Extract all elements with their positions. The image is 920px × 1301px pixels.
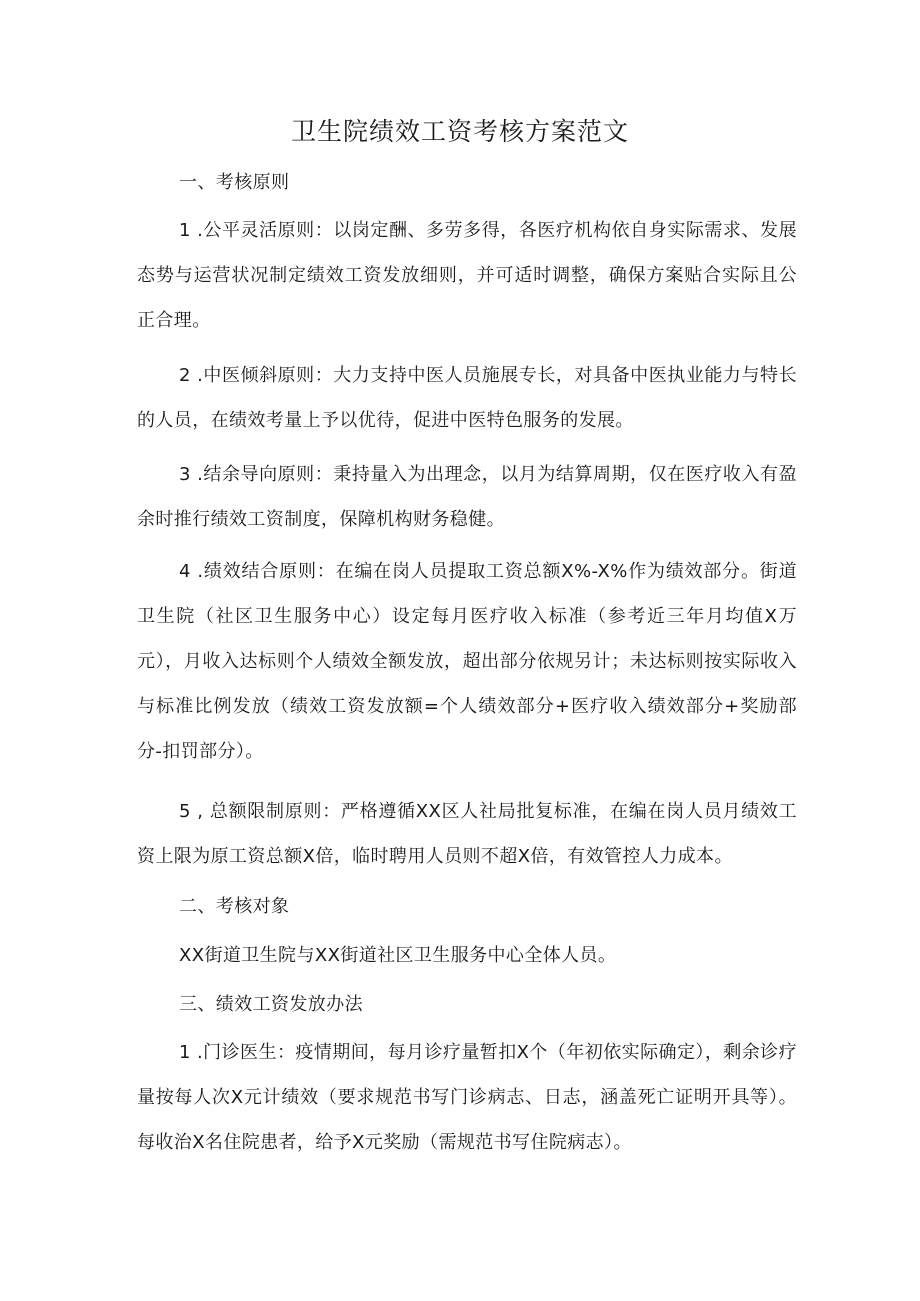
section-heading-targets: 二、考核对象 xyxy=(179,896,290,917)
paragraph-payment-1: 1 .门诊医生：疫情期间，每月诊疗量暂扣X个（年初依实际确定），剩余诊疗量按每人次X元计绩效（要求规范书写门诊病志、日志，涵盖死亡证明开具等）。每收治X名住院患者，给予X元奖励（需规范书写住院病志）。 xyxy=(137,1042,797,1153)
paragraph-principle-3: 3 .结余导向原则：秉持量入为出理念，以月为结算周期，仅在医疗收入有盈余时推行绩效工资制度，保障机构财务稳健。 xyxy=(137,464,797,530)
paragraph-targets: XX街道卫生院与XX街道社区卫生服务中心全体人员。 xyxy=(179,945,617,966)
paragraph-principle-5: 5 , 总额限制原则：严格遵循XX区人社局批复标准，在编在岗人员月绩效工资上限为原工资总额X倍，临时聘用人员则不超X倍，有效管控人力成本。 xyxy=(137,801,797,867)
document-title: 卫生院绩效工资考核方案范文 xyxy=(290,117,629,146)
paragraph-principle-2: 2 .中医倾斜原则：大力支持中医人员施展专长，对具备中医执业能力与特长的人员，在绩效考量上予以优待，促进中医特色服务的发展。 xyxy=(137,365,797,431)
section-heading-payment: 三、绩效工资发放办法 xyxy=(179,994,363,1015)
paragraph-principle-1: 1 .公平灵活原则：以岗定酬、多劳多得，各医疗机构依自身实际需求、发展态势与运营状况制定绩效工资发放细则，并可适时调整，确保方案贴合实际且公正合理。 xyxy=(137,220,797,331)
paragraph-principle-4: 4 .绩效结合原则：在编在岗人员提取工资总额X%-X%作为绩效部分。街道卫生院（社区卫生服务中心）设定每月医疗收入标准（参考近三年月均值X万元），月收入达标则个人绩效全额发放，超出部分依规另计；未达标则按实际收入与标准比例发放（绩效工资发放额=个人绩效部分+医疗收入绩效部分+奖励部分-扣罚部分）。 xyxy=(137,561,797,762)
section-heading-principles: 一、考核原则 xyxy=(179,172,290,193)
